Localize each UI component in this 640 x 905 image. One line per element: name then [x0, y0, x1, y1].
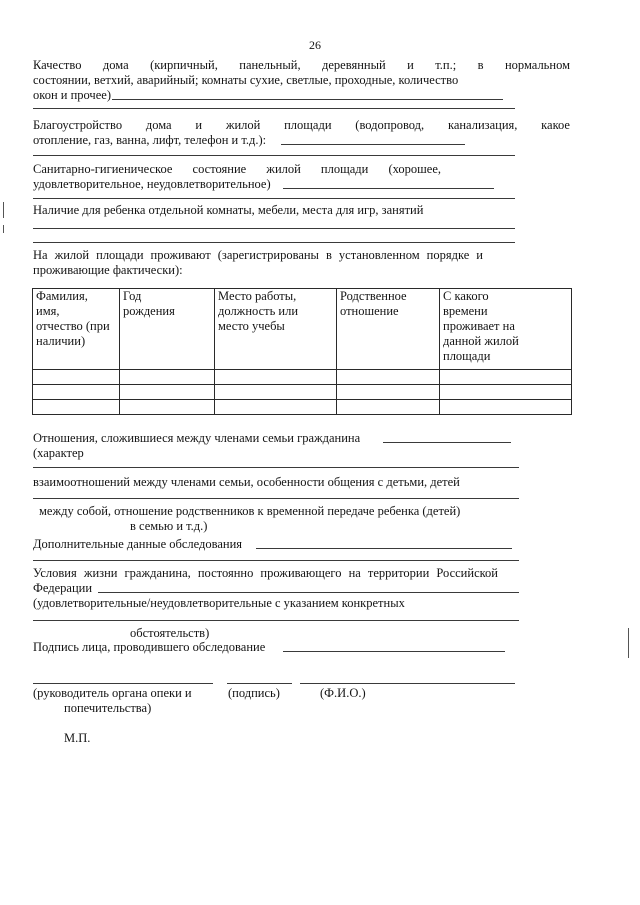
table-cell[interactable] [440, 370, 572, 385]
stamp-place-label: М.П. [64, 731, 91, 745]
table-cell[interactable] [120, 400, 215, 415]
conditions-line-1: Условия жизни гражданина, постоянно проживающего на территории Российской [33, 566, 498, 580]
header-full-name: Фамилия, имя, отчество (при наличии) [33, 289, 120, 370]
table-cell[interactable] [33, 400, 120, 415]
conditions-line-4: обстоятельств) [130, 626, 210, 640]
head-fill-line[interactable] [33, 683, 213, 684]
amenities-line-1: Благоустройство дома и жилой площади (водопровод, канализация, какое [33, 118, 570, 132]
conditions-fill-line-2[interactable] [33, 620, 519, 621]
house-quality-fill-line-2[interactable] [33, 108, 515, 109]
family-members-table [32, 288, 572, 415]
table-header-row [33, 289, 572, 370]
header-relation: Родственное отношение [337, 289, 440, 370]
amenities-line-2: отопление, газ, ванна, лифт, телефон и т.д.): [33, 133, 267, 147]
table-cell[interactable] [440, 385, 572, 400]
sanitary-fill-line[interactable] [283, 188, 494, 189]
scan-mark [3, 225, 4, 233]
child-room-text: Наличие для ребенка отдельной комнаты, мебели, места для игр, занятий [33, 203, 424, 217]
relations-line-1: Отношения, сложившиеся между членами семьи гражданина [33, 431, 361, 445]
relations-fill-line-3[interactable] [33, 498, 519, 499]
relations-line-3: взаимоотношений между членами семьи, особенности общения с детьми, детей [33, 475, 460, 489]
table-cell[interactable] [33, 370, 120, 385]
page-number: 26 [309, 38, 321, 52]
sanitary-line-1: Санитарно-гигиеническое состояние жилой площади (хорошее, [33, 162, 441, 176]
sanitary-fill-line-2[interactable] [33, 198, 515, 199]
name-fill-line[interactable] [300, 683, 515, 684]
table-cell[interactable] [440, 400, 572, 415]
header-work-place: Место работы, должность или место учебы [215, 289, 337, 370]
head-label-line-2: попечительства) [64, 701, 152, 715]
signature-label: Подпись лица, проводившего обследование [33, 640, 266, 654]
sanitary-line-2: удовлетворительное, неудовлетворительное) [33, 177, 271, 191]
conditions-line-3: (удовлетворительные/неудовлетворительные с указанием конкретных [33, 596, 405, 610]
conditions-line-2: Федерации [33, 581, 93, 595]
child-room-fill-line[interactable] [33, 228, 515, 229]
table-row [33, 400, 572, 415]
additional-data-text: Дополнительные данные обследования [33, 537, 243, 551]
table-cell[interactable] [120, 385, 215, 400]
additional-fill-line[interactable] [256, 548, 512, 549]
house-quality-line-3: окон и прочее) [33, 88, 111, 102]
table-cell[interactable] [120, 370, 215, 385]
amenities-fill-line-2[interactable] [33, 155, 515, 156]
house-quality-fill-line[interactable] [112, 99, 503, 100]
relations-line-2: (характер [33, 446, 84, 460]
table-row [33, 385, 572, 400]
table-cell[interactable] [215, 400, 337, 415]
table-cell[interactable] [215, 385, 337, 400]
head-label-line-1: (руководитель органа опеки и [33, 686, 192, 700]
house-quality-line-2: состоянии, ветхий, аварийный; комнаты сухие, светлые, проходные, количество [33, 73, 459, 87]
header-living-since: С какого времени проживает на данной жилой площади [440, 289, 572, 370]
table-cell[interactable] [215, 370, 337, 385]
residents-line-2: проживающие фактически): [33, 263, 183, 277]
child-room-fill-line-2[interactable] [33, 242, 515, 243]
scan-mark [3, 202, 4, 218]
table-cell[interactable] [337, 370, 440, 385]
additional-fill-line-2[interactable] [33, 560, 519, 561]
table-cell[interactable] [33, 385, 120, 400]
conditions-fill-line[interactable] [98, 592, 519, 593]
relations-fill-line-2[interactable] [33, 467, 519, 468]
table-row [33, 370, 572, 385]
sign-fill-line[interactable] [227, 683, 292, 684]
house-quality-line-1: Качество дома (кирпичный, панельный, деревянный и т.п.; в нормальном [33, 58, 570, 72]
header-birth-year: Год рождения [120, 289, 215, 370]
table-cell[interactable] [337, 400, 440, 415]
relations-line-4: между собой, отношение родственников к временной передаче ребенка (детей) [39, 504, 461, 518]
relations-fill-line[interactable] [383, 442, 511, 443]
table-cell[interactable] [337, 385, 440, 400]
signature-fill-line[interactable] [283, 651, 505, 652]
amenities-fill-line[interactable] [281, 144, 465, 145]
sign-label: (подпись) [228, 686, 280, 700]
name-label: (Ф.И.О.) [320, 686, 366, 700]
scan-mark [628, 628, 629, 658]
residents-line-1: На жилой площади проживают (зарегистрированы в установленном порядке и [33, 248, 483, 262]
relations-line-5: в семью и т.д.) [130, 519, 208, 533]
